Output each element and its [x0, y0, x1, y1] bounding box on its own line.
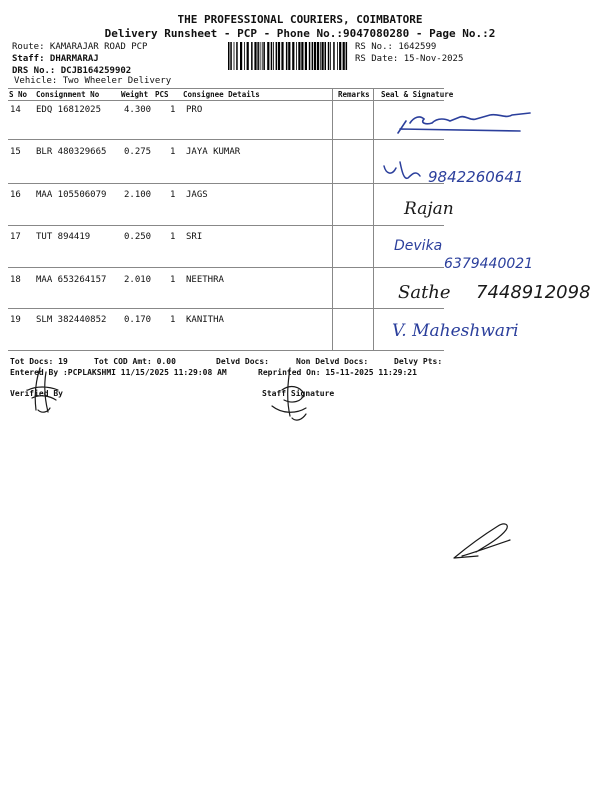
table-bottom-rule [8, 350, 444, 351]
row-rule [8, 267, 444, 268]
verified-by: Verified By [10, 389, 63, 398]
row-consignee: JAYA KUMAR [186, 147, 241, 157]
row-sno: 19 [10, 315, 21, 325]
row-consignee: NEETHRA [186, 275, 224, 285]
signature-row18 [396, 272, 596, 310]
delivered-docs: Delvd Docs: [216, 357, 269, 366]
row-weight: 0.250 [124, 232, 152, 242]
signature-row15 [378, 150, 568, 192]
vehicle-label: Vehicle: Two Wheeler Delivery [14, 76, 172, 86]
pen-mark [448, 518, 528, 564]
signature-row19 [390, 312, 540, 348]
rs-date: RS Date: 15-Nov-2025 [355, 54, 464, 64]
row-rule [8, 308, 444, 309]
table-header-rule [8, 100, 444, 101]
verified-signature [18, 364, 68, 416]
row-weight: 0.170 [124, 315, 152, 325]
total-docs: Tot Docs: 19 [10, 357, 68, 366]
row-sno: 17 [10, 232, 21, 242]
table-top-rule [8, 88, 444, 89]
non-delivered-docs: Non Delvd Docs: [296, 357, 369, 366]
row18-name: Sathe [398, 282, 451, 303]
row-sno: 14 [10, 105, 21, 115]
row-pcs: 1 [170, 315, 176, 325]
row-weight: 4.300 [124, 105, 152, 115]
row-pcs: 1 [170, 232, 176, 242]
row-sno: 18 [10, 275, 21, 285]
row18-phone: 7448912098 [476, 282, 591, 303]
staff-label: Staff: DHARMARAJ [12, 54, 99, 64]
signature-divider [373, 88, 374, 350]
rs-number: RS No.: 1642599 [355, 42, 437, 52]
row-consignment: EDQ 16812025 [36, 105, 102, 115]
col-signature: Seal & Signature [381, 90, 454, 99]
row-consignee: JAGS [186, 190, 208, 200]
row-pcs: 1 [170, 105, 176, 115]
signature-row14 [380, 103, 540, 141]
row-weight: 2.100 [124, 190, 152, 200]
row-rule [8, 139, 444, 140]
staff-signature: Staff Signature [262, 389, 335, 398]
row-pcs: 1 [170, 147, 176, 157]
col-pcs: PCS [155, 90, 169, 99]
row17-name: Devika [394, 238, 443, 254]
row-consignment: SLM 382440852 [36, 315, 107, 325]
drs-number: DRS No.: DCJB164259902 [12, 66, 132, 76]
col-consignment: Consignment No [36, 90, 100, 99]
row-consignment: MAA 105506079 [36, 190, 107, 200]
signature-row16 [398, 188, 498, 224]
barcode [228, 42, 351, 70]
row-sno: 16 [10, 190, 21, 200]
col-sno: S No [9, 90, 28, 99]
reprinted-on: Reprinted On: 15-11-2025 11:29:21 [258, 368, 417, 377]
row-consignment: TUT 894419 [36, 232, 91, 242]
row-consignee: KANITHA [186, 315, 224, 325]
row-sno: 15 [10, 147, 21, 157]
row16-name: Rajan [404, 199, 454, 219]
total-cod: Tot COD Amt: 0.00 [94, 357, 176, 366]
row-pcs: 1 [170, 190, 176, 200]
row15-phone: 9842260641 [428, 168, 524, 186]
remarks-divider [332, 88, 333, 350]
row17-phone: 6379440021 [444, 256, 534, 272]
col-weight: Weight [121, 90, 149, 99]
row-consignee: PRO [186, 105, 203, 115]
entered-by: Entered By :PCPLAKSHMI 11/15/2025 11:29:08 AM [10, 368, 227, 377]
runsheet-subtitle: Delivery Runsheet - PCP - Phone No.:9047080280 - Page No.:2 [104, 27, 496, 40]
row19-name: V. Maheshwari [392, 321, 519, 341]
row-rule [8, 225, 444, 226]
row-weight: 0.275 [124, 147, 152, 157]
delivery-points: Delvy Pts: [394, 357, 443, 366]
row-consignment: BLR 480329665 [36, 147, 107, 157]
col-remarks: Remarks [338, 90, 370, 99]
company-title: THE PROFESSIONAL COURIERS, COIMBATORE [177, 13, 423, 26]
row-consignee: SRI [186, 232, 203, 242]
signature-row17 [390, 232, 580, 276]
row-pcs: 1 [170, 275, 176, 285]
row-consignment: MAA 653264157 [36, 275, 107, 285]
staff-signature-scribble [262, 364, 322, 424]
col-consignee: Consignee Details [183, 90, 260, 99]
route-label: Route: KAMARAJAR ROAD PCP [12, 42, 148, 52]
row-weight: 2.010 [124, 275, 152, 285]
